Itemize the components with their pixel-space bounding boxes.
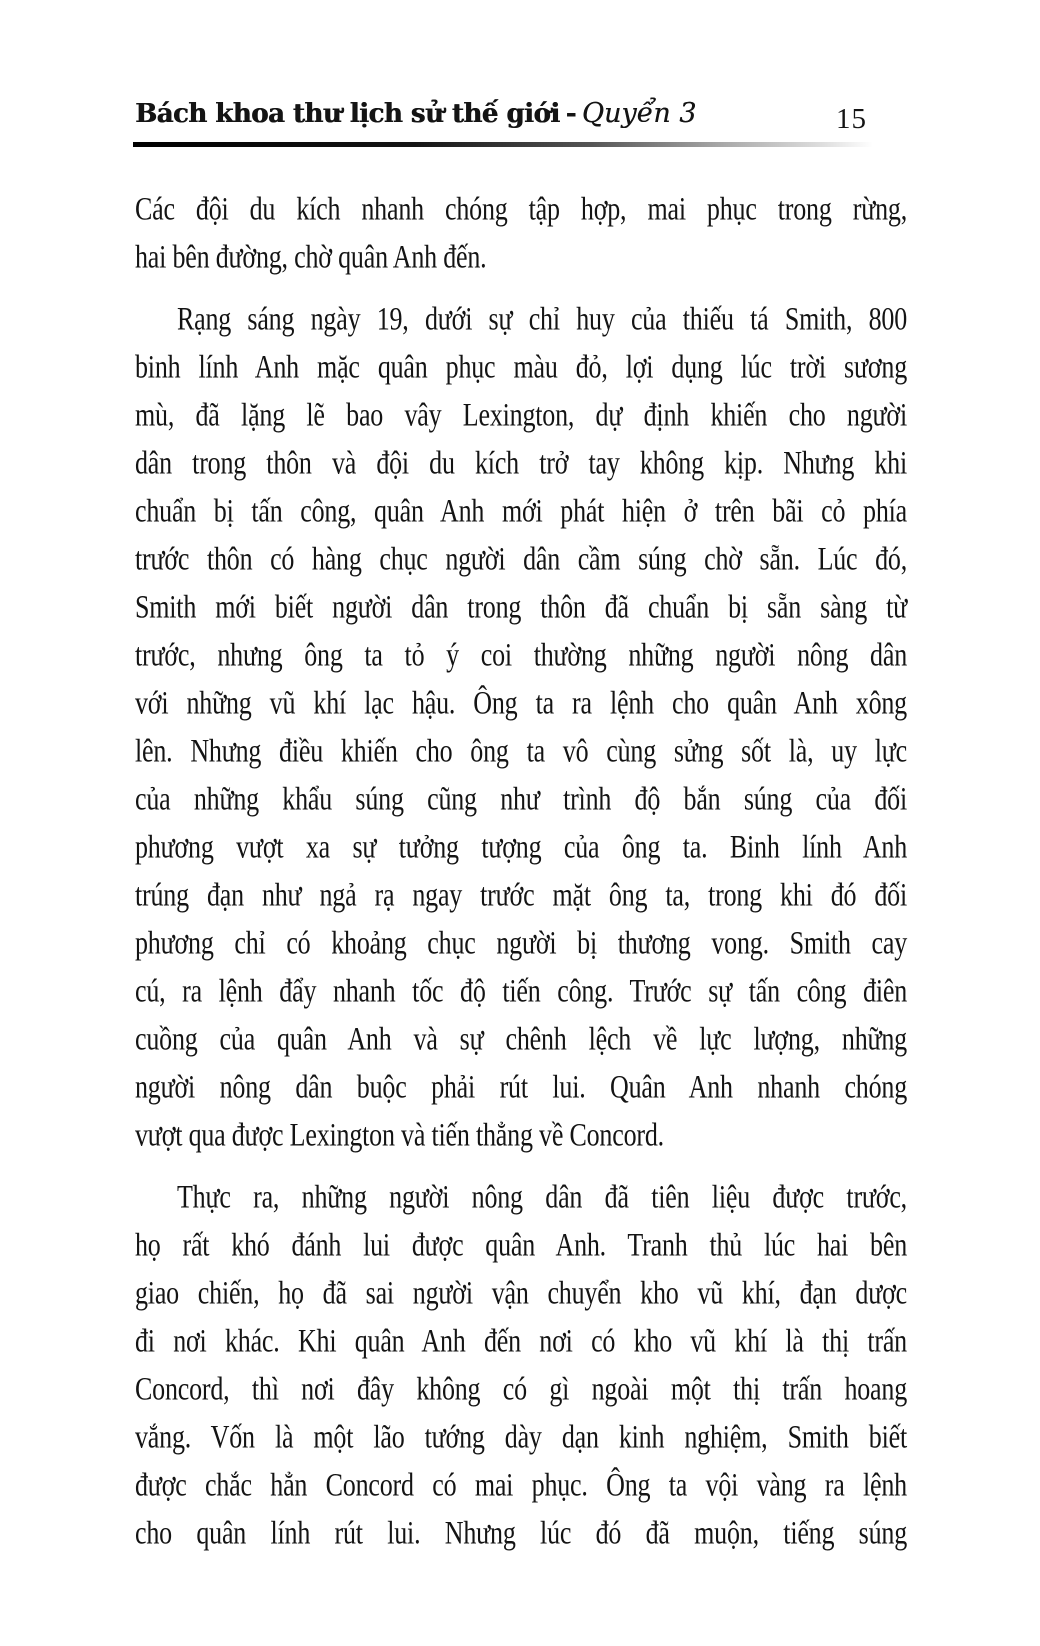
page-body: [135, 186, 907, 1558]
text-line: phương chỉ có khoảng chục người bị thương vong. Smith cay: [135, 924, 907, 962]
text-line: lên. Nhưng điều khiến cho ông ta vô cùng sửng sốt là, uy lực: [135, 732, 907, 770]
text-line: Smith mới biết người dân trong thôn đã chuẩn bị sẵn sàng từ: [135, 588, 907, 626]
text-line: trước thôn có hàng chục người dân cầm súng chờ sẵn. Lúc đó,: [135, 540, 907, 578]
paragraph: [135, 1174, 907, 1558]
text-line: Các đội du kích nhanh chóng tập hợp, mai phục trong rừng,: [135, 190, 907, 228]
text-line: cuồng của quân Anh và sự chênh lệch về lực lượng, những: [135, 1020, 907, 1058]
title-separator: -: [565, 99, 576, 129]
text-line: người nông dân buộc phải rút lui. Quân Anh nhanh chóng: [135, 1068, 907, 1106]
volume-label: Quyển 3: [581, 98, 697, 129]
text-line: phương vượt xa sự tưởng tượng của ông ta. Binh lính Anh: [135, 828, 907, 866]
text-line: Concord, thì nơi đây không có gì ngoài một thị trấn hoang: [135, 1370, 907, 1408]
text-line: họ rất khó đánh lui được quân Anh. Tranh thủ lúc hai bên: [135, 1226, 907, 1264]
text-line: được chắc hẳn Concord có mai phục. Ông ta vội vàng ra lệnh: [135, 1466, 907, 1504]
paragraph: [135, 296, 907, 1160]
text-line: vượt qua được Lexington và tiến thẳng về Concord.: [135, 1116, 664, 1154]
text-line: của những khẩu súng cũng như trình độ bắn súng của đối: [135, 780, 907, 818]
text-line: cú, ra lệnh đẩy nhanh tốc độ tiến công. Trước sự tấn công điên: [135, 972, 907, 1010]
text-line: Rạng sáng ngày 19, dưới sự chỉ huy của thiếu tá Smith, 800: [177, 300, 907, 338]
text-line: dân trong thôn và đội du kích trở tay không kịp. Nhưng khi: [135, 444, 907, 482]
text-line: trước, nhưng ông ta tỏ ý coi thường những người nông dân: [135, 636, 907, 674]
text-line: giao chiến, họ đã sai người vận chuyển kho vũ khí, đạn dược: [135, 1274, 907, 1312]
paragraph: [135, 186, 907, 282]
text-line: cho quân lính rút lui. Nhưng lúc đó đã muộn, tiếng súng: [135, 1514, 907, 1552]
page-number: 15: [836, 103, 867, 135]
page-header: [135, 98, 905, 138]
text-line: hai bên đường, chờ quân Anh đến.: [135, 238, 487, 276]
text-line: vắng. Vốn là một lão tướng dày dạn kinh nghiệm, Smith biết: [135, 1418, 907, 1456]
text-line: binh lính Anh mặc quân phục màu đỏ, lợi dụng lúc trời sương: [135, 348, 907, 386]
book-title: Bách khoa thư lịch sử thế giới: [135, 99, 560, 129]
header-rule: [133, 142, 873, 147]
text-line: trúng đạn như ngả rạ ngay trước mặt ông ta, trong khi đó đối: [135, 876, 907, 914]
text-line: Thực ra, những người nông dân đã tiên liệu được trước,: [177, 1178, 907, 1216]
text-line: chuẩn bị tấn công, quân Anh mới phát hiện ở trên bãi cỏ phía: [135, 492, 907, 530]
text-line: với những vũ khí lạc hậu. Ông ta ra lệnh cho quân Anh xông: [135, 684, 907, 722]
text-line: mù, đã lặng lẽ bao vây Lexington, dự định khiến cho người: [135, 396, 907, 434]
text-line: đi nơi khác. Khi quân Anh đến nơi có kho vũ khí là thị trấn: [135, 1322, 907, 1360]
